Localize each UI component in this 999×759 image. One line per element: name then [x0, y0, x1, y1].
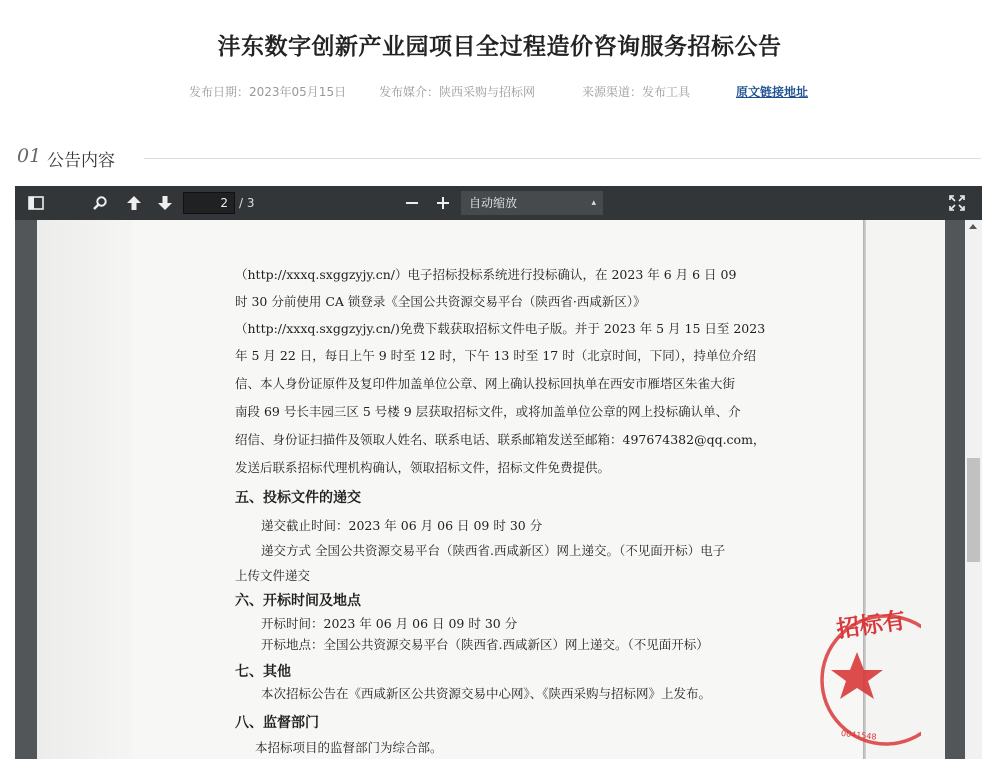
- doc-line: 递交方式 全国公共资源交易平台（陕西省.西咸新区）网上递交。（不见面开标）电子: [261, 543, 726, 558]
- section-divider: [144, 158, 981, 159]
- section-7-heading: 七、其他: [235, 664, 291, 680]
- doc-line: 绍信、身份证扫描件及领取人姓名、联系电话、联系邮箱发送至邮箱：497674382@qq.com，: [235, 432, 766, 447]
- section-header: [17, 145, 981, 171]
- doc-line: （http://xxxq.sxggzyjy.cn/)免费下载获取招标文件电子版。并于 2023 年 5 月 15 日至 2023: [235, 321, 766, 336]
- section-8-heading: 八、监督部门: [235, 715, 319, 731]
- doc-line: 递交截止时间：2023 年 06 月 06 日 09 时 30 分: [261, 518, 543, 533]
- pdf-page: [37, 220, 945, 759]
- doc-line: 本次招标公告在《西咸新区公共资源交易中心网》、《陕西采购与招标网》上发布。: [261, 686, 712, 701]
- previous-page-icon[interactable]: [122, 191, 146, 215]
- document-text: [37, 220, 945, 759]
- vertical-scrollbar[interactable]: [965, 220, 982, 759]
- page-title: 沣东数字创新产业园项目全过程造价咨询服务招标公告: [217, 34, 782, 60]
- doc-line: （http://xxxq.sxggzyjy.cn/）电子招标投标系统进行投标确认，在 2023 年 6 月 6 日 09: [235, 267, 737, 282]
- zoom-in-icon[interactable]: [431, 191, 455, 215]
- select-arrows-icon: ▴: [591, 198, 596, 208]
- doc-line: 发送后联系招标代理机构确认，领取招标文件，招标文件免费提供。: [235, 460, 611, 475]
- section-6-heading: 六、开标时间及地点: [235, 593, 361, 609]
- section-number: 01: [17, 145, 42, 167]
- seal-star-icon: [831, 652, 883, 699]
- zoom-value: 自动缩放: [469, 196, 518, 210]
- official-seal: [801, 600, 921, 750]
- publish-date: 发布日期：2023年05月15日: [189, 85, 347, 99]
- doc-line: 开标地点：全国公共资源交易平台（陕西省.西咸新区）网上递交。（不见面开标）: [261, 637, 709, 652]
- seal-number: 0041548: [840, 728, 877, 742]
- doc-line: 上传文件递交: [235, 568, 311, 583]
- pdf-viewer: [15, 186, 982, 759]
- scroll-up-icon[interactable]: [969, 224, 977, 229]
- zoom-out-icon[interactable]: [400, 191, 424, 215]
- pdf-toolbar: [15, 186, 982, 220]
- sidebar-toggle-icon[interactable]: [24, 191, 48, 215]
- page-number-input[interactable]: 2: [183, 192, 235, 214]
- section-5-heading: 五、投标文件的递交: [235, 490, 361, 506]
- doc-line: 年 5 月 22 日，每日上午 9 时至 12 时，下午 13 时至 17 时（北京时间，下同），持单位介绍: [235, 348, 756, 363]
- seal-text: 招标有: [835, 607, 907, 644]
- scrollbar-thumb[interactable]: [967, 458, 980, 562]
- publish-media: 发布媒介：陕西采购与招标网: [379, 85, 536, 99]
- search-icon[interactable]: [88, 191, 112, 215]
- section-label: 公告内容: [47, 151, 115, 171]
- doc-line: 开标时间：2023 年 06 月 06 日 09 时 30 分: [261, 616, 518, 631]
- page-total: / 3: [239, 196, 255, 210]
- source-channel: 来源渠道：发布工具: [582, 85, 691, 99]
- doc-line: 本招标项目的监督部门为综合部。: [255, 740, 443, 755]
- zoom-select[interactable]: [461, 191, 603, 215]
- doc-line: 时 30 分前使用 CA 锁登录《全国公共资源交易平台（陕西省·西咸新区）》: [235, 294, 646, 309]
- next-page-icon[interactable]: [153, 191, 177, 215]
- doc-line: 南段 69 号长丰园三区 5 号楼 9 层获取招标文件，或将加盖单位公章的网上投标确认单、介: [235, 404, 741, 419]
- original-link[interactable]: 原文链接地址: [736, 85, 809, 99]
- presentation-mode-icon[interactable]: [945, 191, 969, 215]
- doc-line: 信、本人身份证原件及复印件加盖单位公章、网上确认投标回执单在西安市雁塔区朱雀大街: [235, 376, 736, 391]
